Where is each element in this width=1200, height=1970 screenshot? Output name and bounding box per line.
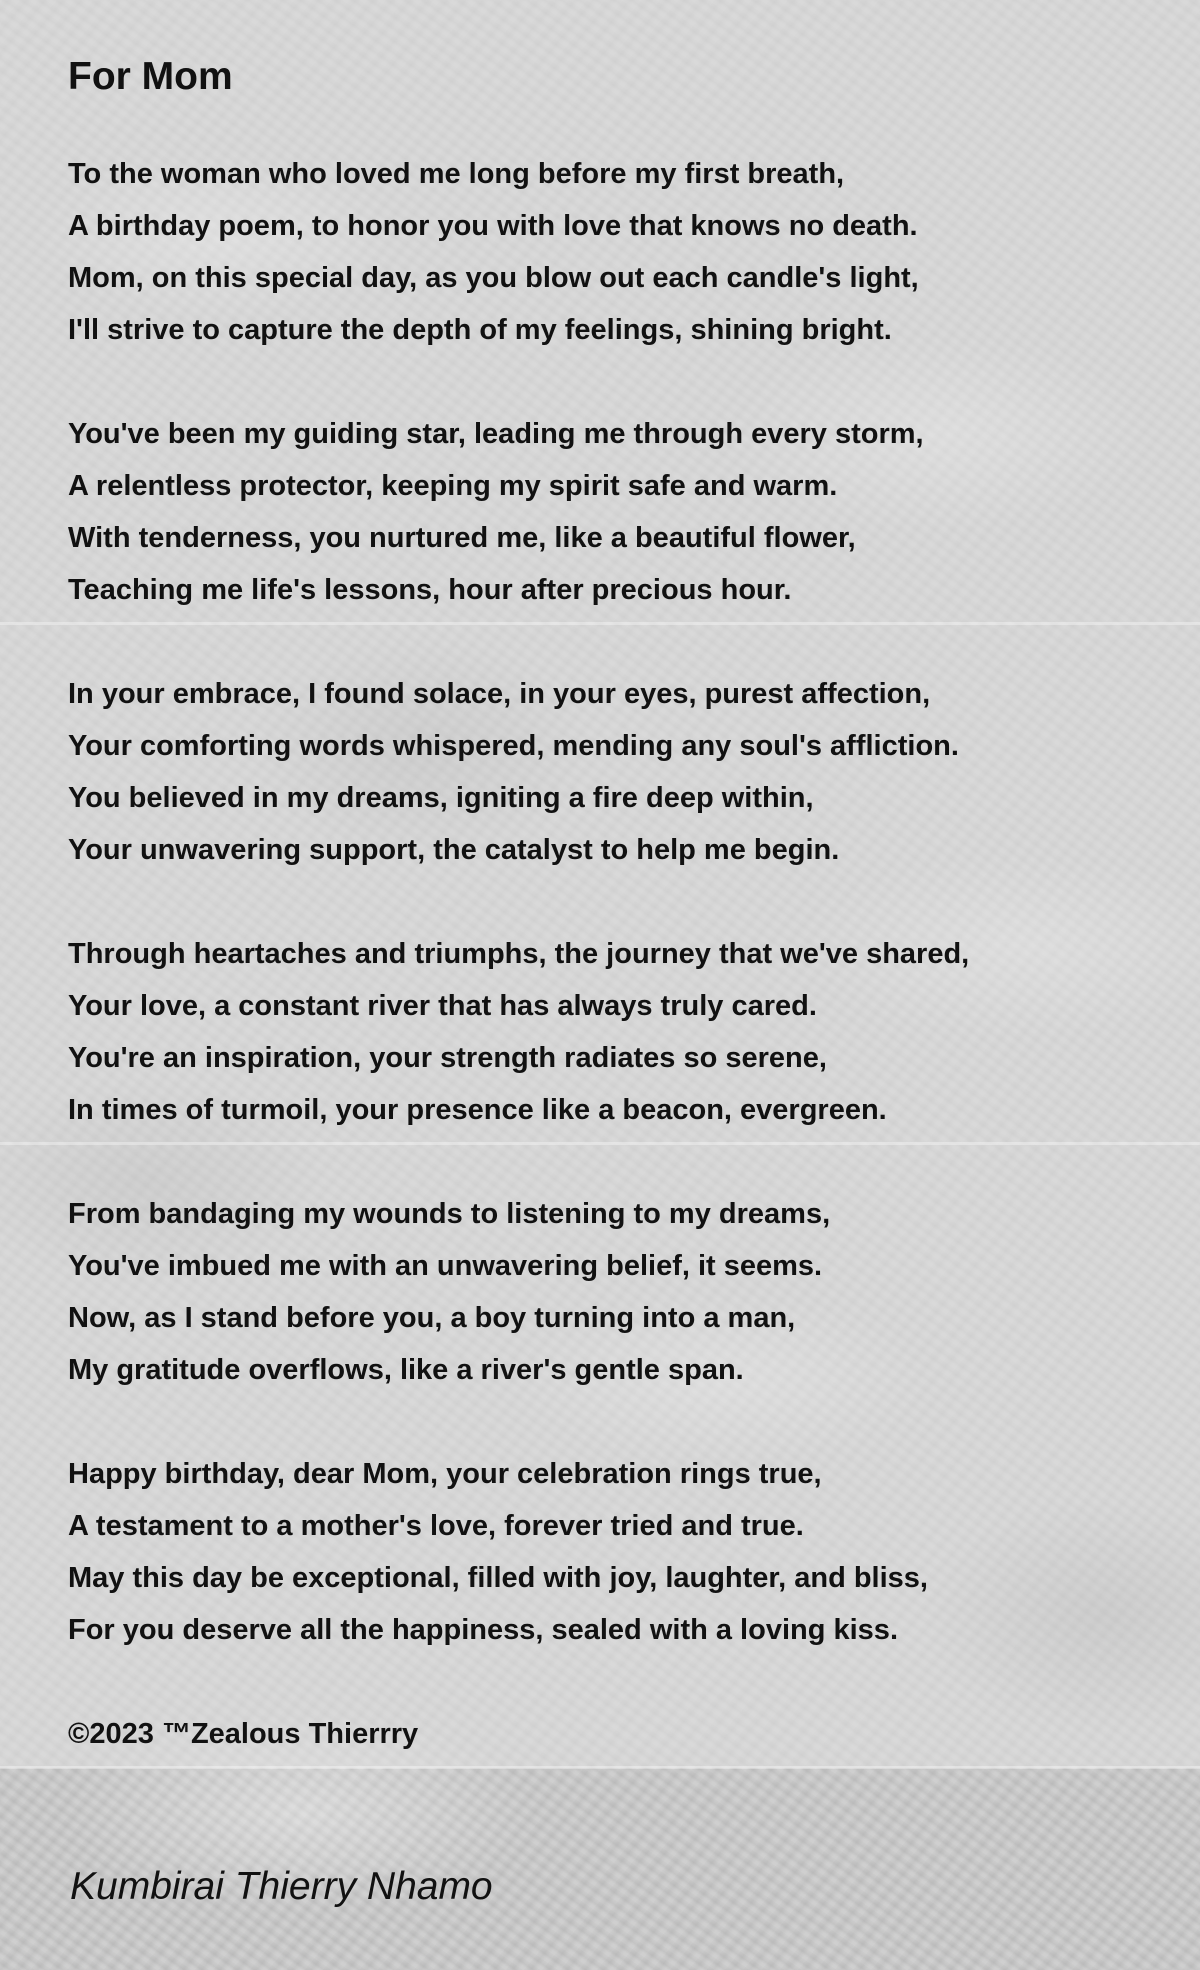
poem-stanza: [68, 928, 1168, 1136]
poem-line: From bandaging my wounds to listening to my dreams,: [68, 1198, 831, 1230]
poem-line: My gratitude overflows, like a river's gentle span.: [68, 1354, 744, 1386]
poem-line: You've imbued me with an unwavering belief, it seems.: [68, 1250, 823, 1282]
poem-line: Mom, on this special day, as you blow out each candle's light,: [68, 262, 919, 294]
poem-line: Now, as I stand before you, a boy turning into a man,: [68, 1302, 796, 1334]
author-name: Kumbirai Thierry Nhamo: [70, 1865, 493, 1908]
poem-line: With tenderness, you nurtured me, like a beautiful flower,: [68, 522, 856, 554]
poem-line: Through heartaches and triumphs, the journey that we've shared,: [68, 938, 970, 970]
poem-title: For Mom: [68, 55, 233, 98]
poem-line: A relentless protector, keeping my spirit safe and warm.: [68, 470, 838, 502]
copyright-notice: ©2023 ™Zealous Thierrry: [68, 1718, 419, 1750]
poem-stanza: [68, 148, 1168, 356]
poem-line: Your unwavering support, the catalyst to help me begin.: [68, 834, 840, 866]
poem-line: Your comforting words whispered, mending any soul's affliction.: [68, 730, 959, 762]
poem-stanza: [68, 668, 1168, 876]
poem-line: A birthday poem, to honor you with love that knows no death.: [68, 210, 918, 242]
poem-line: A testament to a mother's love, forever tried and true.: [68, 1510, 804, 1542]
poem-line: Happy birthday, dear Mom, your celebration rings true,: [68, 1458, 822, 1490]
poem-line: You've been my guiding star, leading me through every storm,: [68, 418, 924, 450]
poem-line: To the woman who loved me long before my first breath,: [68, 158, 845, 190]
poem-stanza: [68, 1188, 1168, 1396]
poem-line: In your embrace, I found solace, in your eyes, purest affection,: [68, 678, 931, 710]
poem-stanzas: [68, 148, 1168, 1656]
poem-line: May this day be exceptional, filled with joy, laughter, and bliss,: [68, 1562, 928, 1594]
poem-line: You're an inspiration, your strength radiates so serene,: [68, 1042, 827, 1074]
poem-line: Your love, a constant river that has always truly cared.: [68, 990, 817, 1022]
poem-line: Teaching me life's lessons, hour after precious hour.: [68, 574, 792, 606]
poem-content: [68, 52, 1168, 1760]
poem-line: In times of turmoil, your presence like a beacon, evergreen.: [68, 1094, 887, 1126]
poem-line: I'll strive to capture the depth of my feelings, shining bright.: [68, 314, 892, 346]
poem-stanza: [68, 1448, 1168, 1656]
poem-stanza: [68, 408, 1168, 616]
texture-band: [0, 1766, 1200, 1769]
poem-line: For you deserve all the happiness, sealed with a loving kiss.: [68, 1614, 898, 1646]
poem-line: You believed in my dreams, igniting a fire deep within,: [68, 782, 814, 814]
